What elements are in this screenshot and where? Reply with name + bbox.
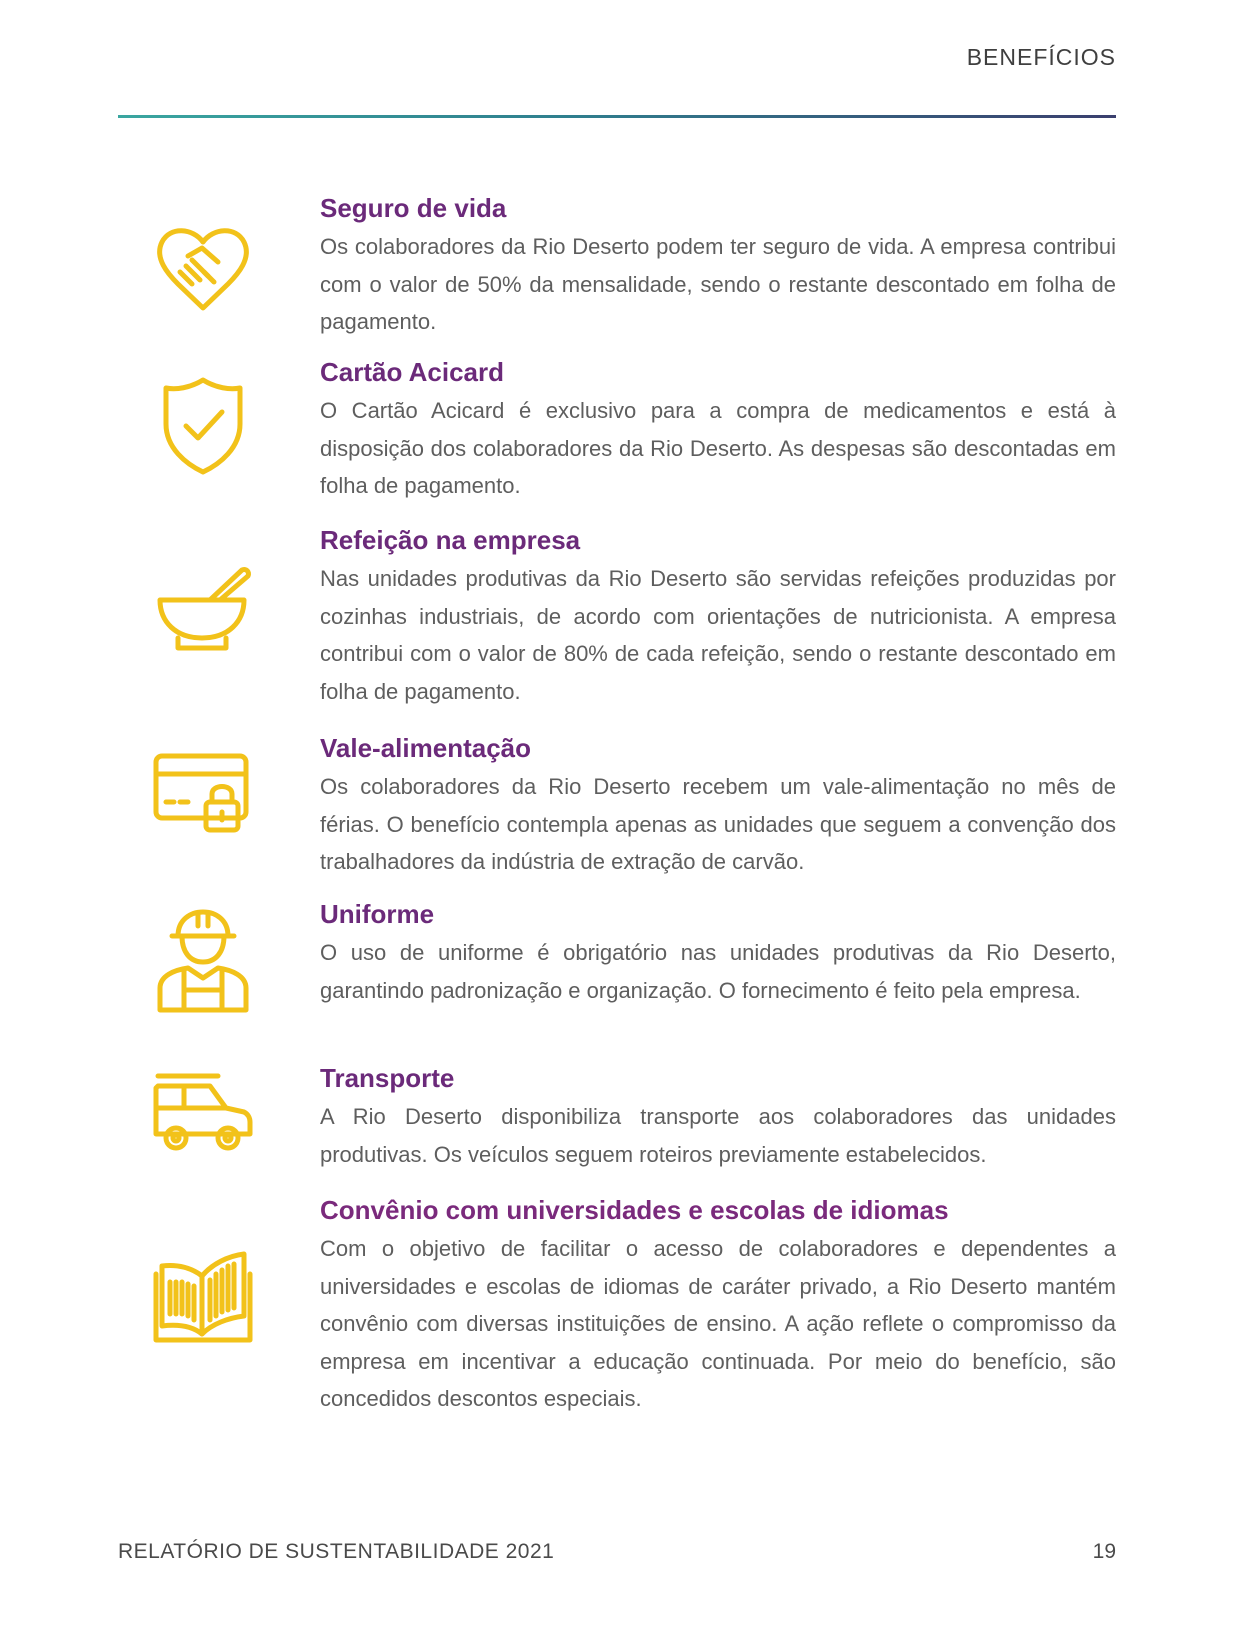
benefit-title: Seguro de vida [320, 193, 507, 223]
benefit-title: Convênio com universidades e escolas de idiomas [320, 1195, 949, 1225]
benefit-description: Com o objetivo de facilitar o acesso de colaboradores e dependentes a universidades e escolas de idiomas de caráter privado, a Rio Deserto mantém convênio com diversas instituições de ensino. A ação reflete o compromisso da empresa em incentivar a educação continuada. Por meio do benefício, são concedidos descontos especiais. [320, 1236, 1116, 1411]
header-rule [118, 115, 1116, 118]
benefit-description: Nas unidades produtivas da Rio Deserto são servidas refeições produzidas por cozinhas industriais, de acordo com orientações de nutricionista. A empresa contribui com o valor de 80% de cada refeição, sendo o restante descontado em folha de pagamento. [320, 566, 1116, 704]
shield-check-icon [148, 370, 258, 480]
benefit-description: O Cartão Acicard é exclusivo para a compra de medicamentos e está à disposição dos colaboradores da Rio Deserto. As despesas são descontadas em folha de pagamento. [320, 398, 1116, 498]
benefit-description: Os colaboradores da Rio Deserto podem ter seguro de vida. A empresa contribui com o valor de 50% da mensalidade, sendo o restante descontado em folha de pagamento. [320, 234, 1116, 334]
vehicle-icon [148, 1062, 258, 1172]
worker-icon [148, 906, 258, 1016]
benefit-description: A Rio Deserto disponibiliza transporte aos colaboradores das unidades produtivas. Os veículos seguem roteiros previamente estabelecidos. [320, 1104, 1116, 1167]
benefit-title: Transporte [320, 1063, 455, 1093]
benefit-description: O uso de uniforme é obrigatório nas unidades produtivas da Rio Deserto, garantindo padronização e organização. O fornecimento é feito pela empresa. [320, 940, 1116, 1003]
benefit-title: Cartão Acicard [320, 357, 504, 387]
benefit-description: Os colaboradores da Rio Deserto recebem um vale-alimentação no mês de férias. O benefício contempla apenas as unidades que seguem a convenção dos trabalhadores da indústria de extração de carvão. [320, 774, 1116, 874]
footer-report-title: RELATÓRIO DE SUSTENTABILIDADE 2021 [118, 1540, 555, 1563]
benefit-title: Vale-alimentação [320, 733, 531, 763]
section-label: BENEFÍCIOS [966, 44, 1116, 70]
page-number: 19 [1092, 1540, 1116, 1563]
benefit-title: Uniforme [320, 899, 435, 929]
benefit-title: Refeição na empresa [320, 525, 581, 555]
card-lock-icon [148, 744, 258, 854]
open-book-icon [148, 1244, 258, 1354]
bowl-icon [148, 560, 258, 670]
heart-handshake-icon [148, 212, 258, 322]
